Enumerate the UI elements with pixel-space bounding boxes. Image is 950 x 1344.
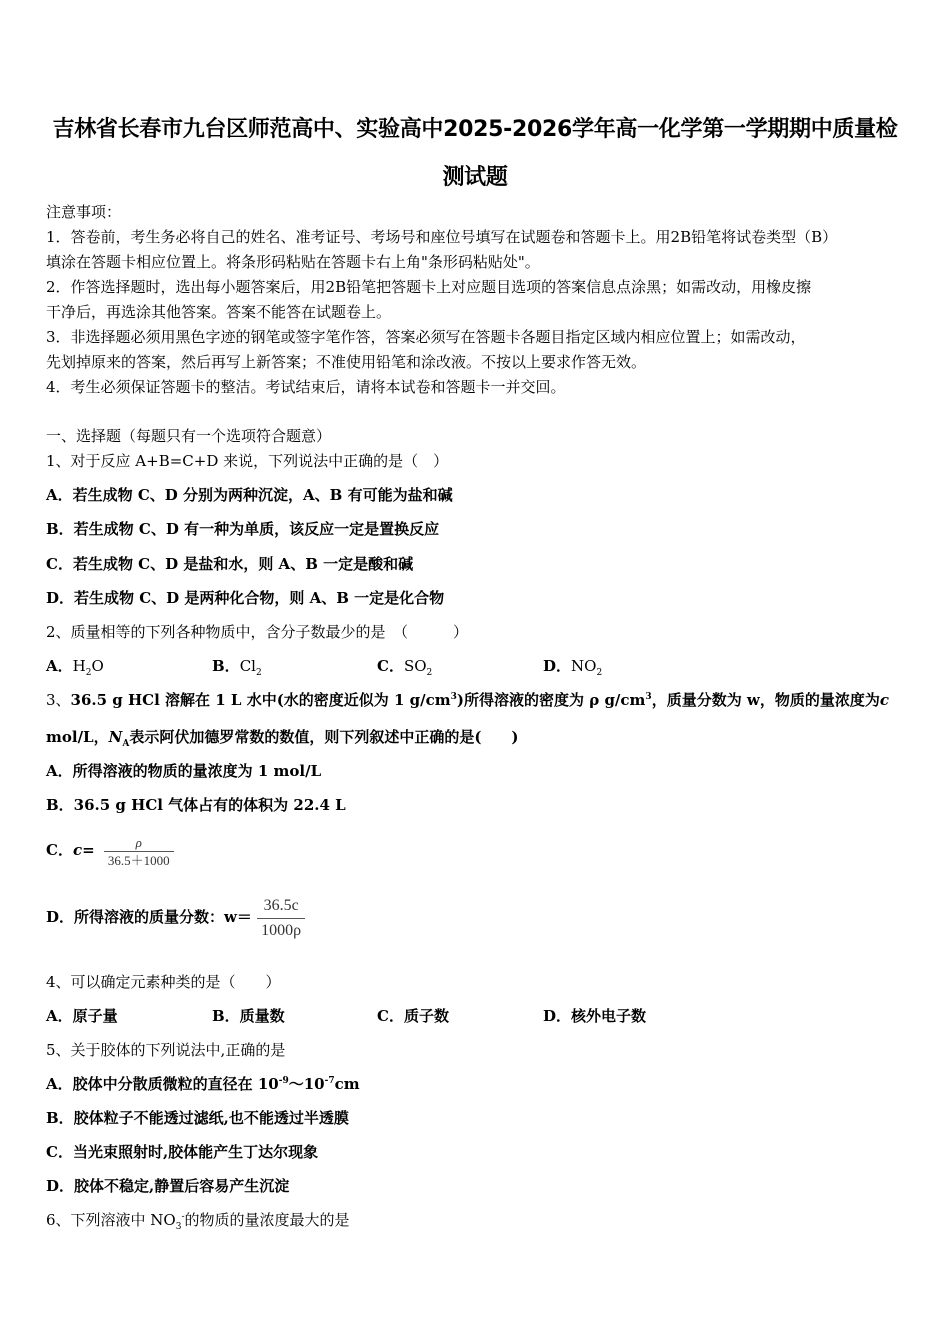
notice-line: 2．作答选择题时，选出每小题答案后，用2B铅笔把答题卡上对应题目选项的答案信息点涂黑；如需改动，用橡皮擦 xyxy=(46,278,812,296)
notice-line: 干净后，再选涂其他答案。答案不能答在试题卷上。 xyxy=(46,303,392,321)
notice-heading: 注意事项： xyxy=(46,203,122,221)
question-1-option-a[interactable]: A．若生成物 C、D 分别为两种沉淀，A、B 有可能为盐和碱 xyxy=(46,486,453,504)
question-4-option-d[interactable]: D．核外电子数 xyxy=(543,1007,647,1025)
notice-line: 1．答卷前，考生务必将自己的姓名、准考证号、考场号和座位号填写在试题卷和答题卡上。用2B铅笔将试卷类型（B） xyxy=(46,228,838,246)
question-2-option-b[interactable]: B．$Cl_2$ xyxy=(212,657,262,678)
question-3-stem-line2: mol/L，$N_A$表示阿伏加德罗常数的数值，则下列叙述中正确的是( ) xyxy=(46,728,519,749)
exam-title-line2: 测试题 xyxy=(442,165,508,190)
fraction-mass-fraction: $\frac{36.5c}{1000\rho}$ xyxy=(257,894,305,943)
question-4-option-c[interactable]: C．质子数 xyxy=(377,1007,449,1025)
question-2-option-a[interactable]: A．$H_2O$ xyxy=(46,657,104,678)
question-3-option-d[interactable]: D．所得溶液的质量分数：w＝ $\frac{36.5c}{1000\rho}$ xyxy=(46,890,305,944)
question-3-option-c[interactable]: C．c= $\frac{\rho}{36.5+1000}$ xyxy=(46,830,174,870)
question-6-stem: 6、下列溶液中 $NO_3^-$的物质的量浓度最大的是 xyxy=(46,1211,350,1232)
question-2-option-d[interactable]: D．$NO_2$ xyxy=(543,657,603,678)
question-5-stem: 5、关于胶体的下列说法中,正确的是 xyxy=(46,1041,286,1059)
question-3-option-b[interactable]: B．36.5 g HCl 气体占有的体积为 22.4 L xyxy=(46,796,346,814)
notice-line: 4．考生必须保证答题卡的整洁。考试结束后，请将本试卷和答题卡一并交回。 xyxy=(46,378,566,396)
section-heading: 一、选择题（每题只有一个选项符合题意） xyxy=(46,427,332,445)
question-1-option-b[interactable]: B．若生成物 C、D 有一种为单质，该反应一定是置换反应 xyxy=(46,520,440,538)
question-3-option-a[interactable]: A．所得溶液的物质的量浓度为 1 mol/L xyxy=(46,762,322,780)
fraction-rho-over-sum: $\frac{\rho}{36.5+1000}$ xyxy=(104,834,174,869)
notice-line: 填涂在答题卡相应位置上。将条形码粘贴在答题卡右上角"条形码粘贴处"。 xyxy=(46,253,540,271)
question-1-option-d[interactable]: D．若生成物 C、D 是两种化合物，则 A、B 一定是化合物 xyxy=(46,589,445,607)
notice-line: 3．非选择题必须用黑色字迹的钢笔或签字笔作答，答案必须写在答题卡各题目指定区域内相应位置上；如需改动， xyxy=(46,328,806,346)
question-3-stem: 3、36.5 g HCl 溶解在 1 L 水中(水的密度近似为 1 $g/cm^3$)所得溶液的密度为 ρ $g/cm^3$，质量分数为 w，物质的量浓度为c xyxy=(46,691,889,709)
question-5-option-d[interactable]: D．胶体不稳定,静置后容易产生沉淀 xyxy=(46,1177,290,1195)
question-4-option-b[interactable]: B．质量数 xyxy=(212,1007,285,1025)
notice-line: 先划掉原来的答案，然后再写上新答案；不准使用铅笔和涂改液。不按以上要求作答无效。 xyxy=(46,353,647,371)
question-2-option-c[interactable]: C．$SO_2$ xyxy=(377,657,433,678)
question-5-option-a[interactable]: A．胶体中分散质微粒的直径在 $10^{-9}\sim 10^{-7}cm$ xyxy=(46,1075,360,1093)
question-2-options xyxy=(46,656,906,676)
question-1-stem: 1、对于反应 A+B=C+D 来说，下列说法中正确的是（ ） xyxy=(46,452,449,470)
question-5-option-b[interactable]: B．胶体粒子不能透过滤纸,也不能透过半透膜 xyxy=(46,1109,349,1127)
question-4-options xyxy=(46,1006,906,1026)
question-1-option-c[interactable]: C．若生成物 C、D 是盐和水，则 A、B 一定是酸和碱 xyxy=(46,555,414,573)
question-4-stem: 4、可以确定元素种类的是（ ） xyxy=(46,973,281,991)
exam-title-line1: 吉林省长春市九台区师范高中、实验高中2025-2026学年高一化学第一学期期中质量检 xyxy=(52,117,898,142)
question-2-stem: 2、质量相等的下列各种物质中，含分子数最少的是 （ ） xyxy=(46,623,469,641)
question-5-option-c[interactable]: C．当光束照射时,胶体能产生丁达尔现象 xyxy=(46,1143,319,1161)
question-4-option-a[interactable]: A．原子量 xyxy=(46,1007,118,1025)
